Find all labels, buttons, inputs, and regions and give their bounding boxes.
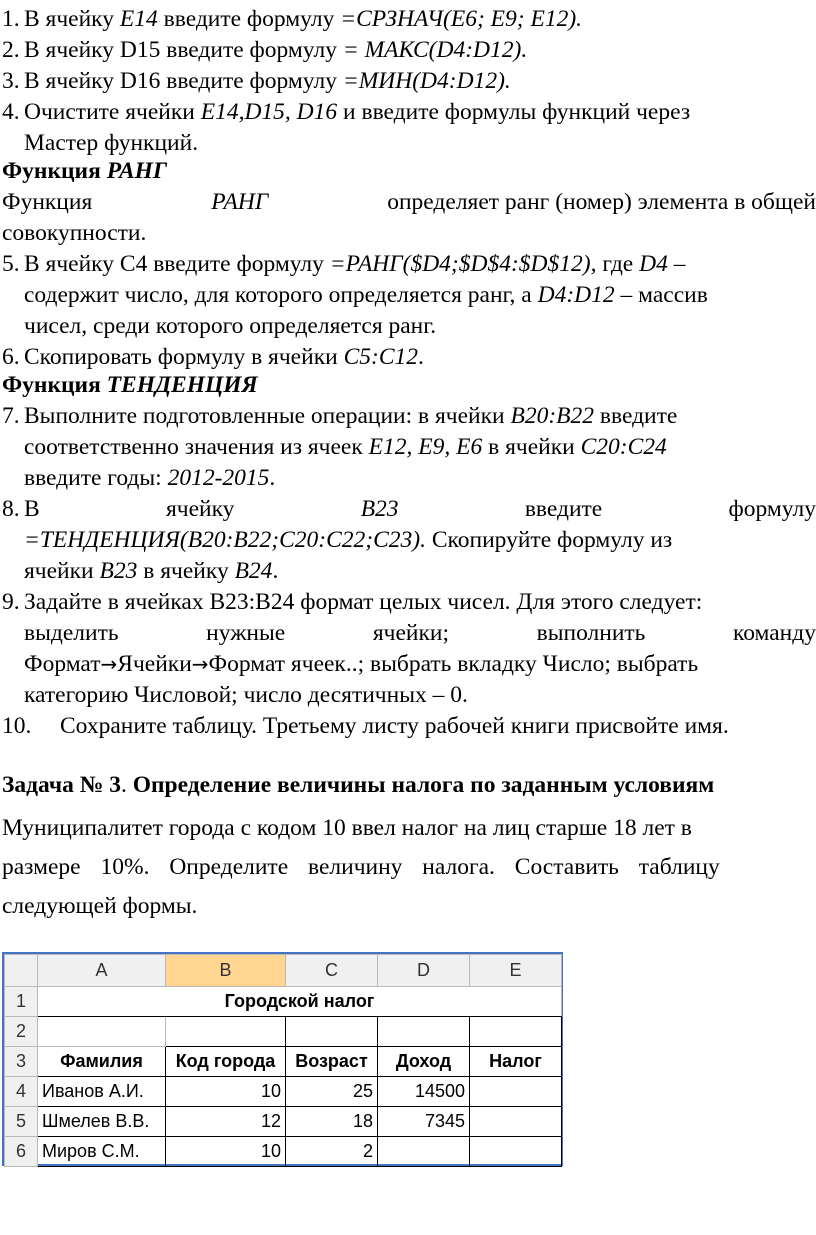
step-number: 9. [2, 589, 20, 615]
text: . [120, 772, 127, 798]
text: введите формулу [157, 6, 341, 32]
cell[interactable] [470, 1137, 562, 1167]
text: ячейки; [372, 620, 450, 646]
cell-ref: E14 [119, 6, 158, 32]
column-header-b[interactable]: B [166, 955, 286, 987]
text: чисел, среди которого определяется ранг. [24, 313, 437, 339]
step-number: 6. [2, 344, 20, 370]
cell-ref: D4 [639, 251, 668, 277]
text: в ячейки [482, 434, 581, 460]
heading [2, 770, 816, 801]
step-text [24, 463, 816, 494]
cell[interactable] [378, 1017, 470, 1047]
formula: =МИН(D4:D12). [342, 68, 511, 94]
cell-ref: E14,D15, D16 [200, 99, 338, 125]
step-text [24, 97, 816, 128]
column-header-e[interactable]: E [470, 955, 562, 987]
cell[interactable]: 18 [286, 1107, 378, 1137]
table-row [5, 1137, 562, 1167]
text: в ячейку [137, 558, 235, 584]
header-cell[interactable]: Фамилия [38, 1047, 166, 1077]
cell[interactable]: 10 [166, 1077, 286, 1107]
table-row [5, 1017, 562, 1047]
cell[interactable] [38, 1017, 166, 1047]
step-number: 5. [2, 251, 20, 277]
column-header-row [5, 955, 562, 987]
text: Мастер функций. [24, 130, 199, 156]
text: Определение величины налога по заданным условиям [126, 772, 715, 798]
table-row [5, 1047, 562, 1077]
step-number: 2. [2, 37, 20, 63]
formula: =РАНГ($D4;$D$4:$D$12), [329, 251, 597, 277]
header-cell[interactable]: Возраст [286, 1047, 378, 1077]
cell[interactable] [166, 1017, 286, 1047]
text: В ячейку [24, 6, 120, 32]
text: ячейки [24, 558, 100, 584]
title-cell[interactable]: Городской налог [38, 987, 562, 1017]
cell[interactable]: 10 [166, 1137, 286, 1167]
text: Формат [24, 651, 101, 677]
cell[interactable] [286, 1017, 378, 1047]
header-cell[interactable]: Доход [378, 1047, 470, 1077]
step-text [24, 66, 816, 97]
text: содержит число, для которого определяется ранг, а [24, 282, 538, 308]
row-header[interactable]: 2 [5, 1017, 38, 1047]
step-number: 8. [2, 496, 20, 522]
text: соответственно значения из ячеек [24, 434, 369, 460]
step-text [24, 401, 816, 432]
arrow-right-icon: → [100, 652, 118, 676]
text: команду [733, 620, 816, 646]
text: и введите формулы функций через [337, 99, 691, 125]
text: размере 10%. Определите величину налога. Составить таблицу [2, 854, 720, 880]
cell-ref: C5:C12 [343, 344, 418, 370]
cell-ref: B24 [234, 558, 273, 584]
text: В ячейку D16 введите формулу [24, 68, 343, 94]
cell[interactable]: Иванов А.И. [38, 1077, 166, 1107]
cell[interactable] [378, 1137, 470, 1167]
cell[interactable]: 25 [286, 1077, 378, 1107]
text: РАНГ [106, 158, 168, 184]
step-text [24, 342, 816, 373]
text: Задача № 3 [2, 772, 121, 798]
step-text [24, 494, 816, 525]
cell[interactable]: 12 [166, 1107, 286, 1137]
text: Муниципалитет города с кодом 10 ввел налог на лиц старше 18 лет в [2, 815, 692, 841]
text: 2012-2015 [167, 465, 270, 491]
text: Выполните подготовленные операции: в ячейки [24, 403, 511, 429]
table-row [5, 1077, 562, 1107]
paragraph [2, 187, 816, 218]
cell[interactable]: 2 [286, 1137, 378, 1167]
heading [2, 370, 816, 401]
text: – массив [614, 282, 708, 308]
text: . [269, 465, 276, 491]
table-row [5, 1107, 562, 1137]
text: Функция [2, 372, 107, 398]
heading [2, 156, 816, 187]
step-number: 7. [2, 403, 20, 429]
text: . [418, 344, 424, 370]
step-text [24, 618, 816, 649]
step-text [24, 35, 816, 66]
formula: =ТЕНДЕНЦИЯ(B20:B22;C20:C22;C23). [24, 527, 426, 553]
text: введите годы: [24, 465, 168, 491]
text: выполнить [536, 620, 646, 646]
text: Скопировать формулу в ячейки [24, 344, 344, 370]
cell-ref: E12, E9, E6 [368, 434, 483, 460]
header-cell[interactable]: Код города [166, 1047, 286, 1077]
text: Функция [2, 158, 107, 184]
column-header-a[interactable]: A [38, 955, 166, 987]
text: Ячейки [117, 651, 192, 677]
step-text [24, 525, 816, 556]
cell[interactable] [470, 1017, 562, 1047]
cell-ref: B23 [99, 558, 138, 584]
row-header[interactable]: 3 [5, 1047, 38, 1077]
cell[interactable]: 7345 [378, 1107, 470, 1137]
step-number: 4. [2, 99, 20, 125]
text: В ячейку D15 введите формулу [24, 37, 343, 63]
column-header-c[interactable]: C [286, 955, 378, 987]
step-text [24, 280, 816, 311]
row-header[interactable]: 1 [5, 987, 38, 1017]
cell[interactable]: Миров С.М. [38, 1137, 166, 1167]
cell-ref: B23 [360, 496, 399, 522]
arrow-right-icon: → [191, 652, 209, 676]
text: Задайте в ячейках B23:B24 формат целых чисел. Для этого следует: [24, 589, 703, 615]
table-row [5, 987, 562, 1017]
text: В ячейку C4 введите формулу [24, 251, 330, 277]
text: следующей формы. [2, 893, 198, 919]
text: определяет ранг (номер) элемента в общей [387, 189, 816, 215]
step-text [24, 556, 816, 587]
text: Сохраните таблицу. Третьему листу рабочей книги присвойте имя. [60, 713, 729, 739]
text: . [272, 558, 279, 584]
cell-ref: D4:D12 [537, 282, 615, 308]
formula: = МАКС(D4:D12). [342, 37, 528, 63]
step-text [24, 432, 816, 463]
text: нужные [206, 620, 286, 646]
text: совокупности. [2, 220, 147, 246]
column-header-d[interactable]: D [378, 955, 470, 987]
cell[interactable] [470, 1077, 562, 1107]
text: РАНГ [211, 189, 269, 215]
text: Очистите ячейки [24, 99, 201, 125]
text: Функция [2, 189, 93, 215]
text: выделить [24, 620, 119, 646]
row-header[interactable]: 5 [5, 1107, 38, 1137]
header-cell[interactable]: Налог [470, 1047, 562, 1077]
step-number: 10. [2, 713, 32, 739]
row-header[interactable]: 4 [5, 1077, 38, 1107]
cell[interactable]: 14500 [378, 1077, 470, 1107]
text: введите [594, 403, 678, 429]
cell-ref: C20:C24 [580, 434, 667, 460]
text: ТЕНДЕНЦИЯ [106, 372, 258, 398]
text: Формат ячеек..; выбрать вкладку Число; выбрать [208, 651, 699, 677]
text: – [667, 251, 686, 277]
step-text [24, 4, 816, 35]
row-header[interactable]: 6 [5, 1137, 38, 1167]
cell[interactable] [470, 1107, 562, 1137]
spreadsheet [2, 952, 563, 1166]
text: В [24, 496, 40, 522]
step-number: 1. [2, 6, 20, 32]
step-text [24, 249, 816, 280]
text: категорию Числовой; число десятичных – 0. [24, 682, 468, 708]
step-text [24, 649, 816, 680]
corner-cell[interactable] [5, 955, 38, 987]
text: где [596, 251, 640, 277]
text: ячейку [165, 496, 235, 522]
cell[interactable]: Шмелев В.В. [38, 1107, 166, 1137]
text: формулу [728, 496, 816, 522]
text: Скопируйте формулу из [425, 527, 673, 553]
formula: =СРЗНАЧ(E6; E9; E12). [340, 6, 583, 32]
text: введите [524, 496, 603, 522]
cell-ref: B20:B22 [510, 403, 595, 429]
step-number: 3. [2, 68, 20, 94]
